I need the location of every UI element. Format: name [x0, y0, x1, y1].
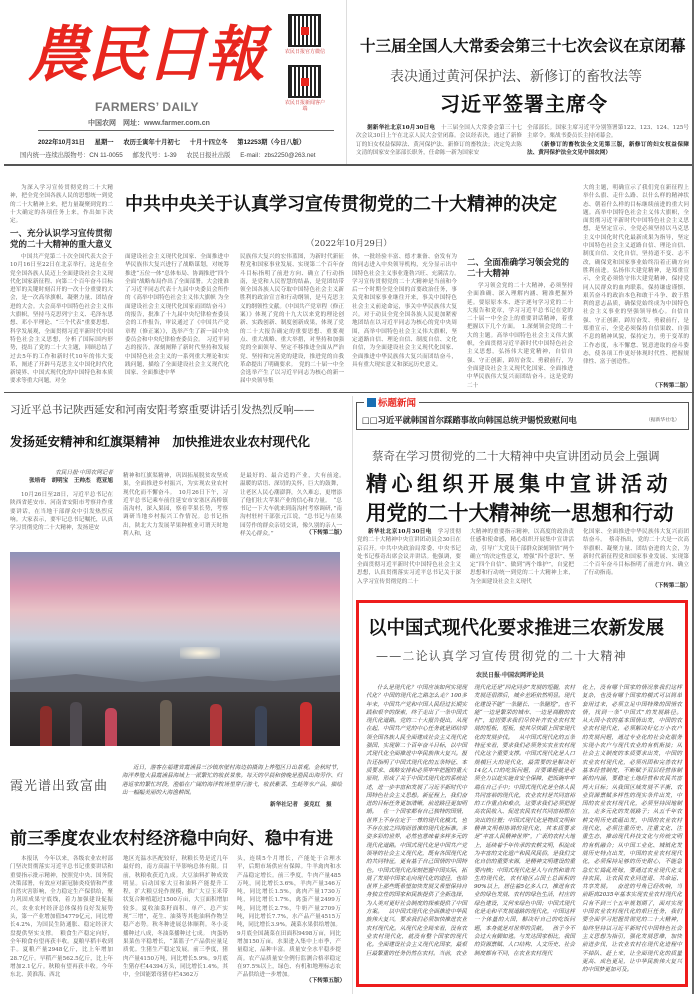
qr-label: 农民日报新闻客户端: [285, 100, 326, 112]
page-edge: [692, 0, 694, 994]
postal-code: 邮发代号：1-39: [132, 152, 177, 159]
lead-headline-2[interactable]: 习近平签署主席令: [440, 92, 608, 116]
editorial-col2: 现代化还是“四化同步”发展的短腿，农村发展还很滞后，城乡差距依然明显。现代化建设不能“一条腿长、一条腿短”，也不能“一边是繁荣的城市、一边是凋敝的农村”，迫切要求我们尽快补齐农业农村发展的短板，短板，使其尽快跟上国家现代化的发展步伐。 从中国式现代化的五条特征来看，要求我们必须务实农业农村现代化这个重要支撑。中国式现代化是人口规模巨大的现代化，最需要的是解决好14亿人口的吃饭问题，首要课题就是必须全力以赴实施食安全保障，把饭碗牢牢端在自己手中；中国式现代化是全体人民共同富裕的现代化，农业农村是共同富裕的工作重点和难点，这要求我们必须把提高农民收入、促进农民农村共同富裕摆在突出的位置；中国式现代化是物质文明和精神文明相协调的现代化，其本质要求是“丰富人民精神世界”，广袤的农村大地上，延续着千年传承的农耕文明，积淀成为丰富的文化遗产和民风民俗，是我们文化自信的重要来源，是精神文明建设的重要内核；中国式现代化是人与自然和谐共生的现代化，农村地区占国土总面积的90%以上，居住着5亿多人口，推进有农业的绿色发展、农村的绿色生活，村庄的绿色建设，又何来绿色中国；中国式现代化是走和平发展道路的现代化，中国这样一个体量的大国，解决好自己的吃饭问题，本身就是对世界的贡献。 孩子今不会过大有脚如逃。与发达国家相比，我国的资源禀赋、人口结构、人文历史、社会制度都有不同，在农业农村现代: [474, 685, 575, 957]
economy-col3: 头，连续5个月增长，产能处于合理水平，后期市场供应有保障。牛羊禽肉和水产品稳定增长。前三季度，牛肉产量485万吨，同比增长3.6%，羊肉产量346万吨，同比增长1.5%，禽肉产量1730万吨，同比增长1.7%，禽蛋产量2499万吨，同比增长2.7%，牛奶产量2709万吨，同比增长7.7%，水产品产量4515万吨，同比增长3.9%。蔬菜水果供给增加。9月底全国蔬菜在田面积9498万亩，同比增加150万亩。水果进入集中上市季，产量稳定，品种丰富。质量安全水平稳步提高。农产品质量安全例行监测合格率稳定在97.5%以上，绿色、有机和地理标志农产品供给进一步增加。: [237, 856, 341, 979]
website-link[interactable]: 中国农网 网址：www.farmer.com.cn: [88, 120, 210, 127]
sun-glow: [180, 647, 220, 659]
divider: [4, 392, 694, 393]
lead-subtitle: 表决通过黄河保护法、新修订的畜牧法等: [390, 69, 642, 85]
caiqi-kicker: 蔡奇在学习贯彻党的二十大精神中央宣讲团动员会上强调: [372, 449, 660, 463]
lead-note: （新修订的畜牧法全文见第三版，新修订的妇女权益保障法、黄河保护法全文见中国农网）: [527, 142, 689, 157]
decision-col4: 体，一批经验丰富、德才兼备、奋发有为的同志进入中央领导机构，充分显示出中国特色社会主义事业蓬勃兴旺、充满活力。 学习宣传贯彻党的二十大精神是当前和今后一个时期全党全国的首要政治任务，事关党和国家事业继往开来，事关中国特色社会主义前途命运，事关中华民族伟大复兴。对于动员全党全国各族人民更加紧密地团结在以习近平同志为核心的党中央周围，高举中国特色社会主义伟大旗帜，坚定道路自信、理论自信、制度自信、文化自信，为全面建设社会主义现代化国家、全面推进中华民族伟大复兴而团结奋斗，具有重大现实意义和深远历史意义。: [352, 254, 463, 368]
info-line: [20, 150, 324, 159]
editorial-byline: 农民日报·中国农网评论员: [476, 673, 544, 679]
caiqi-headline-2[interactable]: 用党的二十大精神统一思想和行动: [366, 501, 674, 525]
headline-news-source: （据新华社电）: [646, 418, 680, 423]
qr-code-icon: [288, 65, 321, 98]
decision-intro: 为深入学习宣传贯彻党的二十大精神，把全党全国各族人民的思想统一到党的二十大精神上来，把力量凝聚到党的二十大确定的各项任务上来，作出如下决定。: [10, 185, 113, 225]
divider: [346, 0, 347, 164]
editorial-col1: 什么是现代化？中国应该如何实现现代化？中国的现代化之路怎么走？100多年来，中国共产党和中国人民经过长期实践和艰辛的探索，终于走出了一条中国式现代化道路。党的二十大报告提出，从现在起，中国共产党的中心任务就是团结带领全国各族人民全面建成社会主义现代化强国、实现第二个百年奋斗目标，以中国式现代化全面推进中华民族伟大复兴。报告还指明了中国式现代化的五条特征、本质要求、战略安排和必须牢牢把握的重大原则，形成了关于中国式现代化的系统论述，进一步丰富和发展了习近平新时代中国特色社会主义思想。新征程上，我们奋进的目标任务更加清晰，前进路径更加明朗。 在一个国家都有自己独特的国情，世界上不存在定于一尊的现代化模式，也不存在放之四海而皆准的现代化标准。多姿多彩的世界，必然也意味着多样多元的现代化道路。中国式现代化是中国共产党领导的社会主义现代化，既有各国现代化的共同特征，更有基于自己国情的中国特色。中国式现代化深刻把握中国实际，拓展了发展中国家走向现代化的途径，也给世界上那些既希望加快发展又希望保持自身独立性的国家和民族提供了全新选择，为人类对更好社会制度的探索提供了中国方案。 以中国式现代化全面推进中华民族伟大复兴，要求我们必须加快推进农业农村现代化。从现代化全局来看，没有农业农村现代化，就没有整个国家的现代化。全面建设社会主义现代化国家，最艰巨最繁重的任务仍然在农村。当前，农业: [366, 685, 467, 957]
editorial-headline[interactable]: 以中国式现代化要求推进三农新发展: [368, 618, 665, 639]
byline-reporters: 张培奇 胡明宝 王帅杰 范亚旭: [29, 478, 113, 484]
section-heading-1: 一、充分认识学习宣传贯彻党的二十大精神的重大意义: [10, 229, 113, 250]
email: E-mail：zbs2250@263.net: [240, 152, 316, 159]
decision-col2: 面建设社会主义现代化国家、全面推进中华民族伟大复兴进行了战略谋划，对统筹推进“五位一体”总体布局、协调推进“四个全面”战略布局作出了全面部署。大会批准了习近平同志代表十九届中央委员会所作的《高举中国特色社会主义伟大旗帜 为全面建设社会主义现代化国家而团结奋斗》的报告，批准了十九届中央纪律检查委员会的工作报告，审议通过了《中国共产党章程（修正案）》，选举产生了新一届中央委员会和中央纪律检查委员会。 习近平同志的报告，深刻阐释了新时代坚持和发展中国特色社会主义的一系列重大理论和实践问题，描绘了全面建设社会主义现代化国家、全面推进中华: [125, 254, 229, 377]
body-text: 学习贯彻党的二十大精神中央宣讲团动员会30日在京召开。中共中央政治局常委、中央书记处书记蔡奇出席会议并讲话。他强调，要全面贯彻习近平新时代中国特色社会主义思想，认真贯彻落实习近平总书记关于深入学习宣传贯彻党的二十: [357, 529, 461, 585]
dateline: 据新华社北京10月30日电: [367, 125, 436, 131]
caiqi-col1: [357, 528, 461, 586]
photographers-crowd: [10, 692, 340, 746]
economy-headline[interactable]: 前三季度农业农村经济稳中向好、稳中有进: [10, 829, 333, 849]
decision-col6: 大的主题，明确宣示了我们党在新征程上举什么旗、走什么路、以什么样的精神状态、朝着什么样的目标继续前进的重大问题。高举中国特色社会主义伟大旗帜，全面贯彻习近平新时代中国特色社会主义思想，是坚定宣示，全党必须坚持以马克思主义中国化时代化最新成果为指导，坚定中国特色社会主义道路自信、理论自信、制度自信、文化自信，坚持道不变、志不改，确保党和国家事业始终沿着正确方向胜利前进。弘扬伟大建党精神，是郑重宣示，全党必须恪守伟大建党精神，保持党同人民群众的血肉联系，保持谦虚谨慎、艰苦奋斗的政治本色和敢于斗争、敢于胜利的意志品质，确保党始终成为中国特色社会主义事业的坚强领导核心。自信自强、守正创新，踔厉奋发、勇毅前行，是郑重宣示，全党必须保持自信果敢、自强不息的精神风貌，保持定力，勇于变革的工作态度，永不懈怠、锐意进取的奋斗姿态，使各项工作更好体现时代性、把握规律性、富于创造性。: [583, 185, 689, 366]
decision-col1: 中国共产党第二十次全国代表大会于10月16日至22日在北京举行。这是在全党全国各族人民迈上全面建设社会主义现代化国家新征程、向第二个百年奋斗目标进军的关键时刻召开的一次十分重要的大会，是一次高举旗帜、凝聚力量、团结奋进的大会。大会高举中国特色社会主义伟大旗帜，坚持马克思列宁主义、毛泽东思想、邓小平理论、“三个代表”重要思想、科学发展观，全面贯彻习近平新时代中国特色社会主义思想，分析了国际国内形势，提出了党的二十大主题，回顾总结了过去5年的工作和新时代10年的伟大变革，阐述了开辟马克思主义中国化时代化新境界、中国式现代化的中国特色和本质要求等重大问题，对全: [10, 254, 113, 385]
divider: [352, 396, 353, 994]
continued-note[interactable]: （下转第二版）: [652, 383, 692, 389]
date-line: [38, 137, 313, 146]
decision-col3: 民族伟大复兴的宏伟蓝图，为新时代新征程党和国家事业发展、实现第二个百年奋斗目标指明了前进方向、确立了行动指南，是党和人民智慧的结晶，是党团结带领全国各族人民夺取中国特色社会主义新胜利的政治宣言和行动纲领，是马克思主义的纲领性文献。《中国共产党章程（修正案）》体现了党的十九大以来党的理论创新、实践创新、制度创新成果，体现了党的二十大报告确定的重要思想、重要观点、重大战略、重大举措，对坚持和加强党的全面领导、坚定不移推进全面从严治党、坚持和完善党的建设，推进党的自我革命提出了明确要求。 党的二十届一中全会选举产生了以习近平同志为核心的新一届中央领导集: [240, 254, 344, 385]
yanan-kicker: 习近平总书记陕西延安和河南安阳考察重要讲话引发热烈反响——: [10, 404, 315, 416]
divider: [4, 164, 694, 166]
qr-code-icon: [288, 14, 321, 47]
body-text: 十三届全国人大常委会第三十七次会议30日上午在北京人民大会堂闭幕。会议经表决，通过了新修订的妇女权益保障法、黄河保护法、新修订的畜牧法；决定免去陈文清的国家安全部部长职务，任命陈一新为国家安: [356, 125, 522, 156]
economy-col1: 本报讯 今年以来，各级农业农村部门坚决贯彻落实习近平总书记重要讲话和重要指示批示精神，按照党中央、国务院决策部署，有效应对新冠肺炎疫情和严重自然灾害影响，全力稳定生产保供给，聚力巩固成果守底线，着力加强建设促振兴，农业农村经济总体保持良好发展势头，第一产业增加值54779亿元，同比增长4.2%，为国民生防通胀、稳定经济大盘提供坚实支撑。 粮食生产稳定向好，全年粮食有望再获丰收。夏粮早稻丰收到手。夏粮产量2948亿斤，比上年增加28.7亿斤。早稻产量562.5亿斤，比上年增加2.1亿斤。秋粮有望再获丰收。今年东北、黄淮海、西北: [10, 856, 113, 979]
photo-title: 霞光谱出致富曲: [10, 779, 109, 794]
lead-body-col1: [356, 124, 522, 158]
label-text: 标题新闻: [378, 398, 417, 409]
issue-number: 第12253期（今日八版）: [237, 139, 306, 146]
yanan-col2: 精神和红旗渠精神，巩固拓展脱贫攻坚成果，全面推进乡村振兴，为实现农业农村现代化而不懈奋斗。 10月26日下午，习近平总书记乘车前往延安市安塞区高桥镇南沟村，深入果园，察看苹果长势，考察调研当地乡村振兴工作情况。总书记指出，陕北大力发展苹果种植业可谓天时地利人和，这: [123, 473, 228, 538]
continued-note[interactable]: （下转第二版）: [652, 583, 692, 589]
qr-label: 农民日报官方微信: [285, 49, 326, 55]
weekday: 星期一: [94, 139, 114, 146]
caiqi-headline-1[interactable]: 精心组织开展集中宣讲活动: [366, 471, 672, 496]
issn: 国内统一连续出版物号：CN 11-0055: [20, 152, 123, 159]
lead-headline[interactable]: 十三届全国人大常委会第三十七次会议在京闭幕: [360, 36, 686, 55]
dateline: 新华社北京10月30日电: [368, 529, 432, 535]
yanan-col1: 10月26日至28日，习近平总书记在陕西省延安市、河南省安阳市考察并作重要讲话，在当地干部群众中引发热烈反响。大家表示，要牢记总书记嘱托，认真学习贯彻党的二十大精神，发扬延安: [10, 492, 113, 532]
decision-date: （2022年10月29日）: [306, 239, 392, 249]
divider: [38, 130, 334, 131]
yanan-col3: 是最好的、最合适的产业，大有前途。 温暖的话语、深切的关怀，巨大的鼓舞，让老区人民心潮澎湃，久久难忘，更增添了他们壮大苹果产业的信心和力量。 “总书记一下大车就来到南沟村考察调研，”南沟村驻村干部张元江说，“总书记与在果园劳作的群众亲切交谈，像久别的亲人一样关心群众。”: [240, 473, 348, 538]
headline-news-item[interactable]: □□习近平就韩国首尔踩踏事故向韩国总统尹锡悦致慰问电: [362, 415, 577, 425]
continued-note[interactable]: （下转第二版）: [306, 530, 346, 536]
islands: [10, 672, 340, 692]
date: 2022年10月31日: [38, 139, 85, 146]
news-photo-sunrise[interactable]: [10, 552, 340, 746]
photo-caption: 近日，游客在福建省霞浦县三沙镇东壁村海边拍摄海上养殖区日出景观。金秋时节，海洋养殖大县霞浦县海域上一派繁忙的收获景象。每天的早晨和傍晚是渔民出海劳作、归港返家的繁忙时段，渔船在广阔的海洋牧场里穿行游弋，收获紫菜、生蚝等水产品，描绘出一幅幅美丽的大海渔耕图。: [122, 765, 342, 796]
byline-source: 农民日报·中国农网记者: [55, 470, 113, 476]
lead-body-col2: 全部部长。国家主席习近平分别签署第122、123、124、125号主席令。栗战书委员长主持闭幕会。: [527, 125, 689, 140]
economy-col2: 地区光温水匹配较好，秋粮长势是近几年最好的，南方高温干旱影响总体有限。目前，秋粮收获近九成。大豆油料扩种成效明显。启动国家大豆和油料产能提升工程，扩大粮豆轮作规模，推广大豆玉米带状复合种植超过1500万亩，大豆面积增加较多。夏收油菜籽面积、单产、总产实现“三增”，花生、油葵等其他油料作物呈稳产态势。秋冬种进展总体顺利。冬小麦播种过八成，冬油菜播种过七成。 肉蛋奶果菜鱼平稳增长，“菜篮子”产品供应量足质优。生猪生产稳定发展。前三季度，猪肉产量4150万吨，同比增长5.9%。9月底生猪存栏44394万头，同比增长1.4%。其中，全国能繁母猪存栏4362万: [123, 856, 228, 979]
yanan-byline: [10, 469, 113, 485]
section-heading-2: 二、全面准确学习领会党的二十大精神: [467, 258, 570, 279]
caiqi-col3: 化国家、全面推进中华民族伟大复兴而团结奋斗。 蔡奇指出，党的二十大是一次高举旗帜、凝聚力量、团结奋进的大会，为新时代新征程党和国家事业发展、实现第二个百年奋斗目标指明了前进方向、确立了行动指南。: [583, 529, 689, 577]
decision-headline[interactable]: 中共中央关于认真学习宣传贯彻党的二十大精神的决定: [125, 194, 557, 215]
publisher: 农民日报社出版: [186, 152, 231, 159]
english-name: FARMERS’ DAILY: [95, 100, 199, 114]
section-icon: [367, 398, 376, 407]
continued-note[interactable]: （下转第五版）: [306, 978, 346, 984]
decision-col5: 学习领会党的二十大精神，必须坚持全面准确、深入理解内涵、精准把握外延。要原原本本、逐字逐句学习党的二十大报告和党章，学习习近平总书记在党的二十届一中全会上的重要讲话精神，着重把握以下几个方面。 1.深刻领会党的二十大的主题。高举中国特色社会主义伟大旗帜，全面贯彻习近平新时代中国特色社会主义思想，弘扬伟大建党精神，自信自强、守正创新，踔厉奋发、勇毅前行，为全面建设社会主义现代化国家、全面推进中华民族伟大复兴而团结奋斗。这是党的二十: [467, 283, 573, 389]
headline-news-label: [364, 395, 419, 409]
photo-credit: 新华社记者 姜克红 摄: [270, 802, 332, 808]
caiqi-col2: 大精神的重要指示精神，以高度的政治责任感和使命感，精心组织开展集中宣讲活动，引导广大党员干部群众深刻领悟“两个确立”的决定性意义，增强“四个意识”、坚定“四个自信”、做到“两个维护”，自觉把思想和行动统一到党的二十大精神上来，为全面建设社会主义现代: [470, 529, 574, 585]
yanan-headline[interactable]: 发扬延安精神和红旗渠精神 加快推进农业农村现代化: [10, 434, 311, 449]
lunar-date: 农历壬寅年十月初七: [123, 139, 180, 146]
newspaper-logo: 農民日報: [28, 20, 264, 90]
editorial-col3: 化上，没有哪个国家的情况象我们这样复杂，也没有哪个国家的模式可以简单套用过来，必须立足中国特殊的国情农情，找到一条“中国式”的发展路径。 从大国小农的基本国情出发，中国的农业农村现代化，必须解决好亿万小农户的发展问题，通过专业化的社会化服务实现小农户与现代农业的有机衔接；从社会主义制度的本质要求出发，中国的农业农村现代化，必须巩固和完善农村基本经营制度，不断赋予双层经营体制新的内涵，要稳定土地经营和农民共富两大目标；从我国区域发展不平衡、农业资源禀赋多样性的现实条件出发，中国的农业农村现代化，必须坚持因地制宜，走多元化的发展路子；从五千年农耕文明历史底蕴出发，中国的农业农村现代化，必须注重历史、注重文化、注重生态，推动现代科技文化与传统文明的有机融合；从中国工业化、城镇化发展历史特点出发，中国的农业农村现代化，必须保持足够的历史耐心，不能急急忙忙捣乱班嫁，要通过农业现代化支持农民，让农民农业同进退、共命运、共享发展。 奋进的号角已经吹响，当前距离2035年基本实现农业农村现代化只有不到三个五年规划期了，面对实现中国农业农村现代化的艰巨任务，我们要全面学习把握贯彻党的二十大精神，始终坚持以习近平新时代中国特色社会主义思想为指引，强化发展思维，加快前进步伐，让农业农村在现代化进程中不掉队、赶上来，让全面现代化的质量更高、成色更足，让中华民族伟大复兴的中国梦更加可及。: [582, 685, 688, 974]
editorial-subtitle: ——二论认真学习宣传贯彻党的二十大精神: [376, 649, 627, 663]
solar-term: 十月十四立冬: [189, 139, 228, 146]
